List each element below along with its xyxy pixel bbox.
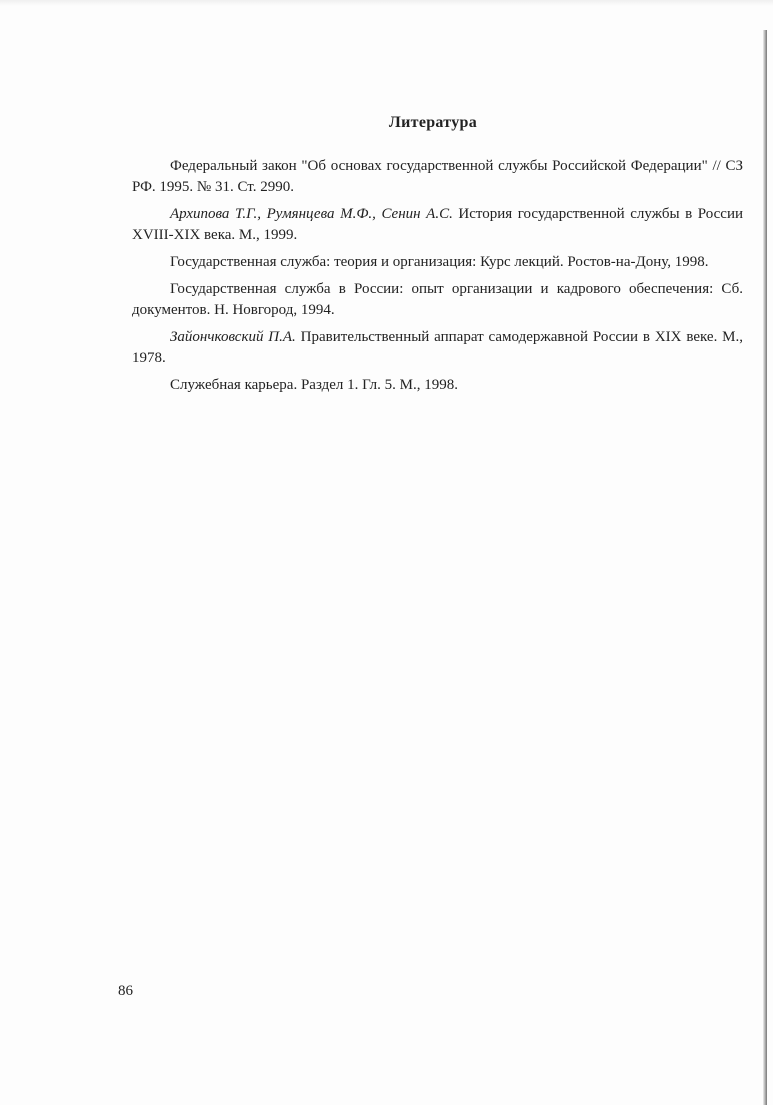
scan-right-edge: [763, 30, 767, 1105]
reference-item: [132, 327, 743, 369]
reference-text: Государственная служба в России: опыт организации и кадрового обеспечения: Сб. документов. Н. Новгород, 1994.: [132, 281, 743, 318]
reference-item: [132, 279, 743, 321]
page-number: 86: [118, 983, 133, 999]
reference-text: Федеральный закон "Об основах государственной службы Российской Федерации" // СЗ РФ. 1995. № 31. Ст. 2990.: [132, 158, 743, 195]
scan-top-edge: [0, 0, 773, 6]
reference-author: Архипова Т.Г., Румянцева М.Ф., Сенин А.С.: [170, 206, 453, 222]
reference-item: [132, 252, 743, 273]
reference-text: Правительственный аппарат самодержавной России в XIX веке. М., 1978.: [132, 329, 744, 366]
reference-author: Зайончковский П.А.: [170, 329, 296, 345]
page-title: Литература: [388, 114, 478, 131]
reference-item: [132, 375, 743, 396]
reference-text: Государственная служба: теория и организация: Курс лекций. Ростов-на-Дону, 1998.: [170, 254, 709, 270]
reference-item: [132, 204, 743, 246]
reference-text: История государственной службы в России XVIII-XIX века. М., 1999.: [132, 206, 743, 243]
reference-item: [132, 156, 743, 198]
reference-text: Служебная карьера. Раздел 1. Гл. 5. М., 1998.: [170, 377, 459, 393]
reference-list: [132, 156, 743, 402]
